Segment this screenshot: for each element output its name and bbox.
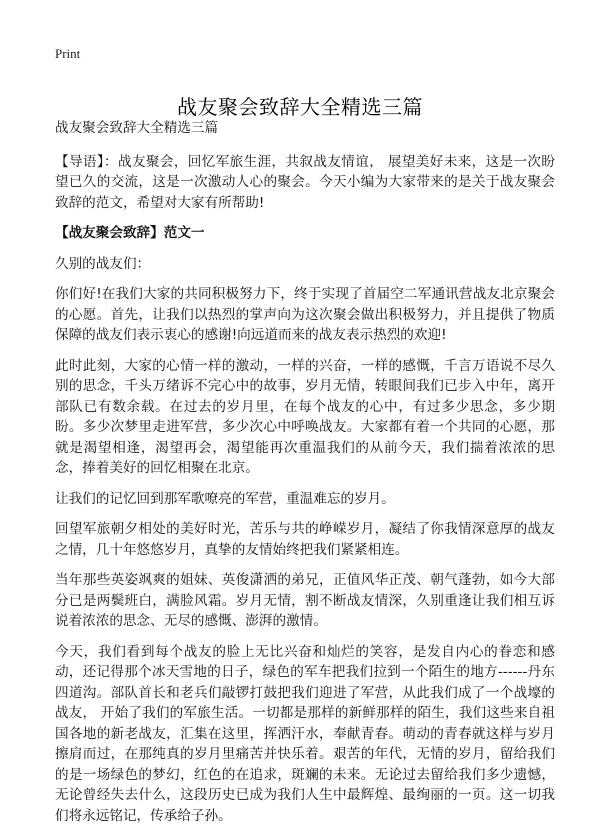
document-title: 战友聚会致辞大全精选三篇	[177, 95, 423, 120]
document-body	[55, 118, 555, 836]
body-paragraph: 回望军旅朝夕相处的美好时光，苦乐与共的峥嵘岁月，凝结了你我情深意厚的战友之情，几十年悠悠岁月，真挚的友情始终把我们紧紧相连。	[55, 521, 555, 558]
body-paragraph: 让我们的记忆回到那军歌嘹亮的军营，重温难忘的岁月。	[55, 490, 395, 507]
intro-paragraph: 【导语】：战友聚会，回忆军旅生涯，共叙战友情谊， 展望美好未来，这是一次盼望已久的交流，这是一次激动人心的聚会。今天小编为大家带来的是关于战友聚会致辞的范文，希望对大家有所帮助!	[55, 153, 555, 211]
body-paragraph: 当年那些英姿飒爽的姐妹、英俊潇洒的弟兄，正值风华正茂、朝气蓬勃，如今大部分已是两鬓班白，满脸风霜。岁月无情，割不断战友情深，久别重逢让我们相互诉说着浓浓的思念、无尽的感慨、澎湃的激情。	[55, 572, 555, 629]
body-paragraph: 此时此刻，大家的心情一样的激动，一样的兴奋，一样的感慨，千言万语说不尽久别的思念，千头万绪诉不完心中的故事，岁月无情，转眼间我们已步入中年，离开部队已有数余载。在过去的岁月里，在每个战友的心中，有过多少思念，多少期盼。多少次梦里走进军营，多少次心中呼唤战友。大家都有着一个共同的心愿，那就是渴望相逢，渴望再会，渴望能再次重温我们的从前今天，我们揣着浓浓的思念，捧着美好的回忆相聚在北京。	[55, 357, 555, 476]
body-paragraph-salutation: 久别的战友们：	[55, 255, 151, 272]
body-paragraph: 今天，我们看到每个战友的脸上无比兴奋和灿烂的笑容，是发自内心的眷恋和感动，还记得那个冰天雪地的日子，绿色的军车把我们拉到一个陌生的地方------丹东四道沟。部队首长和老兵们敲锣打鼓把我们迎进了军营，从此我们成了一个战壕的战友， 开始了我们的军旅生活。一切都是那样的新鲜那样的陌生，我们这些来自祖国各地的新老战友，汇集在这里，挥洒汗水，奉献青春。萌动的青春就这样与岁月擦肩而过，在那纯真的岁月里痛苦并快乐着。艰苦的年代，无情的岁月，留给我们的是一场绿色的梦幻，红色的在追求，斑斓的未来。无论过去留给我们多少遗憾，无论曾经失去什么，这段历史已成为我们人生中最辉煌、最绚丽的一页。这一切我们将永远铭记，传承给子孙。	[55, 643, 555, 824]
section-heading-bold: 【战友聚会致辞】	[55, 225, 164, 241]
section-heading-rest: 范文一	[163, 225, 205, 241]
body-paragraph: 你们好!在我们大家的共同积极努力下，终于实现了首届空二军通讯营战友北京聚会的心愿。首先，让我们以热烈的掌声向为这次聚会做出积极努力，并且提供了物质保障的战友们表示衷心的感谢!向远道而来的战友表示热烈的欢迎!	[55, 286, 555, 343]
section-heading	[55, 223, 555, 244]
print-label: Print	[55, 46, 81, 61]
document-subtitle: 战友聚会致辞大全精选三篇	[55, 120, 219, 136]
